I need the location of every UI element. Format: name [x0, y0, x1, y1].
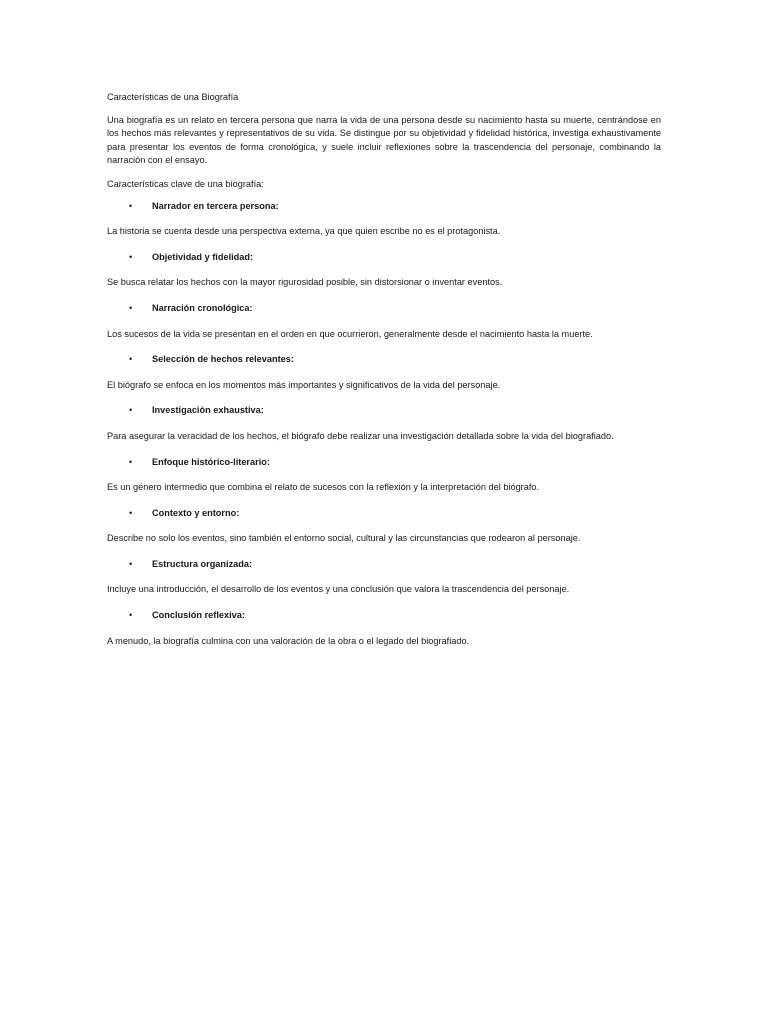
document-page [107, 91, 661, 660]
intro-paragraph: Una biografía es un relato en tercera persona que narra la vida de una persona desde su nacimiento hasta su muerte, centrándose en los hechos más relevantes y representativos de su vida. Se distingue por su objetividad y fidelidad histórica, investiga exhaustivamente para presentar los eventos de forma cronológica, y suele incluir reflexiones sobre la trascendencia del personaje, combinando la narración con el ensayo. [107, 114, 661, 166]
bullet-icon: • [129, 610, 133, 621]
list-item [107, 558, 661, 597]
item-description: El biógrafo se enfoca en los momentos más importantes y significativos de la vida del personaje. [107, 379, 501, 390]
list-item [107, 507, 661, 546]
item-description: A menudo, la biografía culmina con una valoración de la obra o el legado del biografiado. [107, 635, 470, 646]
item-description: Describe no solo los eventos, sino también el entorno social, cultural y las circunstancias que rodearon al personaje. [107, 533, 581, 544]
list-item [107, 404, 661, 443]
bullet-icon: • [129, 405, 133, 416]
item-heading: Conclusión reflexiva: [152, 610, 245, 621]
item-description: Es un género intermedio que combina el relato de sucesos con la reflexión y la interpretación del biógrafo. [107, 482, 540, 493]
item-description: Se busca relatar los hechos con la mayor rigurosidad posible, sin distorsionar o inventar eventos. [107, 277, 503, 288]
item-heading: Selección de hechos relevantes: [152, 354, 294, 365]
item-description: La historia se cuenta desde una perspectiva externa, ya que quien escribe no es el protagonista. [107, 226, 501, 237]
bullet-icon: • [129, 200, 133, 211]
list-item [107, 251, 661, 290]
item-heading: Narrador en tercera persona: [152, 200, 279, 211]
bullet-icon: • [129, 507, 133, 518]
bullet-icon: • [129, 558, 133, 569]
item-description: Los sucesos de la vida se presentan en el orden en que ocurrieron, generalmente desde el nacimiento hasta la muerte. [107, 328, 593, 339]
item-heading: Investigación exhaustiva: [152, 405, 264, 416]
item-heading: Enfoque histórico-literario: [152, 456, 270, 467]
list-item [107, 302, 661, 341]
item-heading: Objetividad y fidelidad: [152, 251, 254, 262]
bullet-icon: • [129, 354, 133, 365]
item-heading: Estructura organizada: [152, 558, 253, 569]
characteristics-list [107, 200, 661, 649]
list-item [107, 353, 661, 392]
item-heading: Contexto y entorno: [152, 507, 240, 518]
bullet-icon: • [129, 302, 133, 313]
list-item [107, 200, 661, 239]
bullet-icon: • [129, 456, 133, 467]
list-lead: Características clave de una biografía: [107, 178, 264, 189]
document-title: Características de una Biografía [107, 92, 239, 102]
item-heading: Narración cronológica: [152, 302, 253, 313]
bullet-icon: • [129, 251, 133, 262]
list-item [107, 609, 661, 648]
list-item [107, 456, 661, 495]
item-description: Para asegurar la veracidad de los hechos, el biógrafo debe realizar una investigación detallada sobre la vida del biografiado. [107, 430, 614, 441]
item-description: Incluye una introducción, el desarrollo de los eventos y una conclusión que valora la trascendencia del personaje. [107, 584, 570, 595]
